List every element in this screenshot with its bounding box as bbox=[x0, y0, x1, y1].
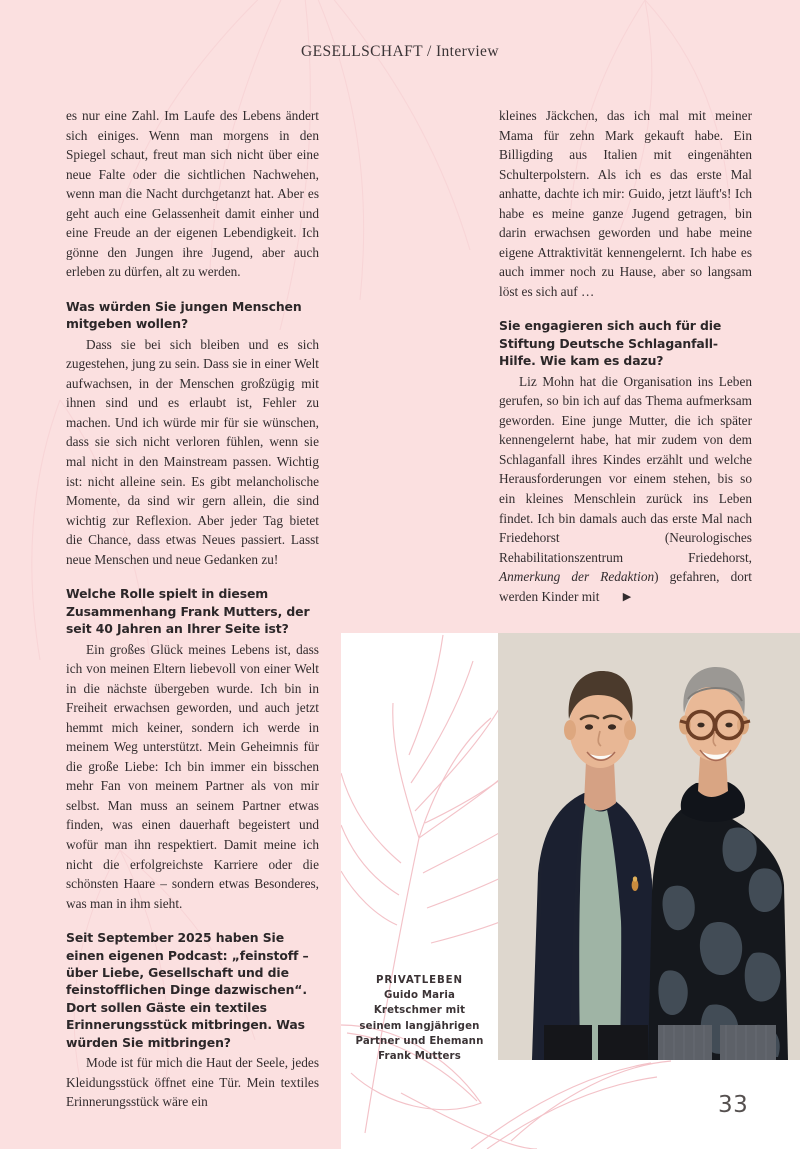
feature-photo bbox=[498, 633, 800, 1060]
interview-answer bbox=[499, 372, 752, 607]
caption-line: seinem langjährigen bbox=[359, 1020, 480, 1032]
continuation-arrow-icon: ▶ bbox=[622, 589, 632, 603]
interview-question: Was würden Sie jungen Menschen mitgeben wollen? bbox=[66, 298, 302, 332]
photo-illustration bbox=[498, 633, 800, 1060]
interview-question: Welche Rolle spielt in diesem Zusammenhang Frank Mutters, der seit 40 Jahren an Ihrer Seite ist? bbox=[66, 586, 310, 637]
interview-answer: Mode ist für mich die Haut der Seele, jedes Kleidungsstück öffnet eine Tür. Mein textiles Erinnerungsstück wäre ein bbox=[66, 1055, 319, 1110]
caption-kicker: PRIVATLEBEN bbox=[376, 975, 463, 986]
page-number: 33 bbox=[718, 1092, 749, 1118]
left-text-column bbox=[66, 106, 319, 1112]
photo-caption bbox=[341, 973, 498, 1064]
interview-question: Seit September 2025 haben Sie einen eigenen Podcast: „feinstoff – über Liebe, Gesellschaft und die feinstofflichen Dinge dazwischen“. Dort sollen Gäste ein textiles Erinnerungsstück mitbringen. Was würden Sie mitbringen? bbox=[66, 930, 309, 1050]
caption-line: Guido Maria bbox=[384, 990, 455, 1002]
caption-line: Partner und Ehemann bbox=[355, 1035, 484, 1047]
answer-text-before: Liz Mohn hat die Organisation ins Leben gerufen, so bin ich auf das Thema aufmerksam geworden. Eine junge Mutter, die ich später kennengelernt habe, hat mir zudem von dem Schlaganfall ihres Kindes erzählt und welche Herausforderungen vor einem stehen, bis so ein kleines Menschlein zurück ins Leben findet. Ich bin damals auch das erste Mal nach Friedehorst (Neurologisches Rehabilitationszentrum Friedehorst, bbox=[499, 373, 752, 565]
feature-panel bbox=[341, 633, 800, 1149]
interview-answer: Ein großes Glück meines Lebens ist, dass ich von meinen Eltern liebevoll von einer Welt in die nächste übergeben wurde. Ich bin in Freiheit erwachsen geworden, und auch jetzt hemmt mich keiner, sondern ich werde in meinem Weg unterstützt. Mein Geheimnis für die große Liebe: Ich bin immer ein bisschen mehr Fan von meinem Partner als von mir selbst. Man muss an seinem Partner etwas finden, was einen dauerhaft begeistert und wofür man ihn respektiert. Damit meine ich nicht die erfolgreichste Karriere oder die schönsten Haare – sondern etwas Besonderes, was man in ihm sieht. bbox=[66, 641, 319, 911]
body-paragraph: kleines Jäckchen, das ich mal mit meiner Mama für zehn Mark gekauft habe. Ein Billigding aus Italien mit eingenähten Schulterpolstern. Als ich es das erste Mal anhatte, dachte ich mir: Guido, jetzt läuft's! Ich habe es meine ganze Jugend getragen, bin darin erwachsen geworden und habe meine eigene Attraktivität kennengelernt. Ich habe es auch immer noch zu Hause, aber so langsam löst es sich auf … bbox=[499, 108, 752, 299]
editorial-note-italic: Anmerkung der Redaktion bbox=[499, 569, 655, 585]
interview-answer: Dass sie bei sich bleiben und es sich zugestehen, jung zu sein. Dass sie in einer Welt aufwachsen, in der Menschen großzügig mit ihnen sind und es erlaubt ist, Fehler zu machen. Und ich würde mir für sie wünschen, dass sie sich nicht verloren fühlen, wenn sie mal nicht in den Mainstream passen. Wichtig ist: nicht alleine sein. Es gibt melancholische Momente, da sind wir gern allein, die sind wichtig zur Reflexion. Aber jeder Tag bietet die Chance, dass etwas Neues passiert. Lasst neue Menschen und neue Gedanken zu! bbox=[66, 336, 319, 567]
caption-line: Kretschmer mit bbox=[373, 1005, 466, 1017]
answer-text-after: ) gefahren, dort werden Kinder mit bbox=[499, 569, 752, 604]
running-head: GESELLSCHAFT / Interview bbox=[301, 43, 499, 60]
right-text-column bbox=[499, 106, 752, 606]
body-paragraph: es nur eine Zahl. Im Laufe des Lebens ändert sich einiges. Wenn man morgens in den Spiegel schaut, freut man sich nicht über eine neue Falte oder die sichtlichen Nachwehen, wenn man die Nacht durchgetanzt hat. Aber es geht auch eine Gelassenheit damit einher und eine Freude an der eigenen Lebendigkeit. Ich gönne den Jungen ihre Jugend, aber auch erleben zu dürfen, alt zu werden. bbox=[66, 108, 319, 280]
interview-question: Sie engagieren sich auch für die Stiftung Deutsche Schlaganfall-Hilfe. Wie kam es dazu? bbox=[499, 318, 722, 369]
caption-line: Frank Mutters bbox=[378, 1051, 461, 1063]
